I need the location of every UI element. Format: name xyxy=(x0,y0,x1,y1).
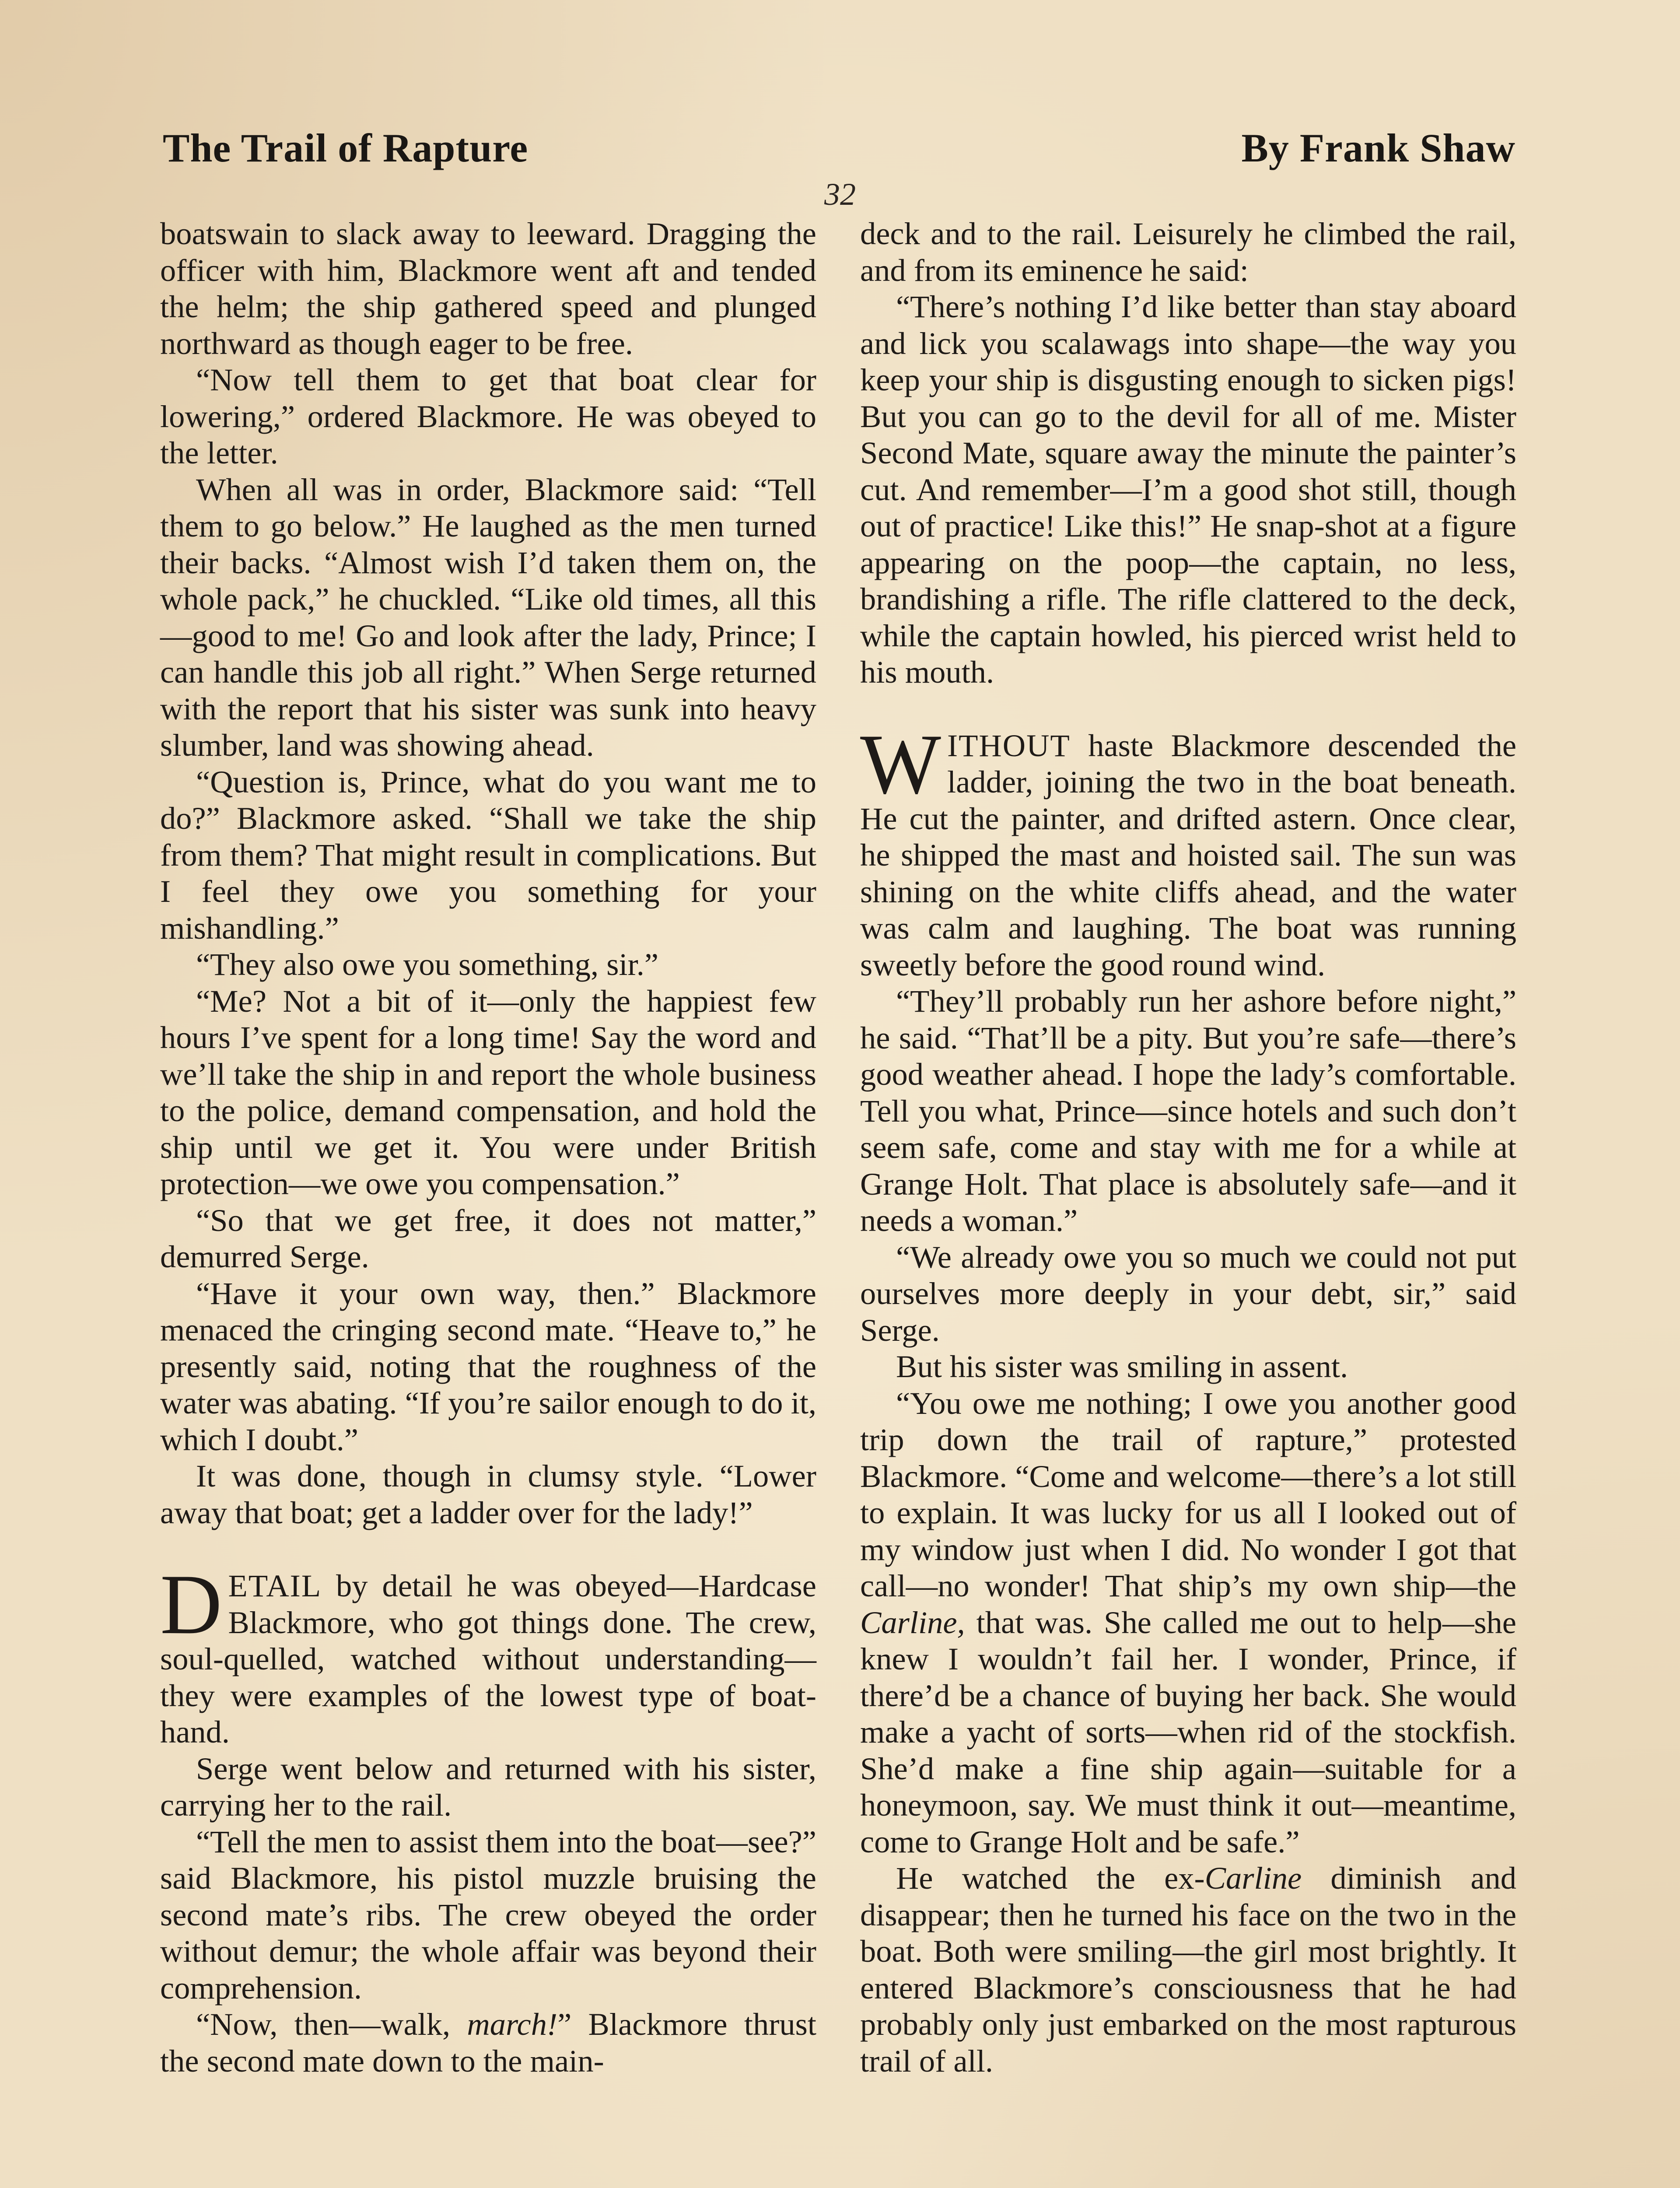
author-byline: By Frank Shaw xyxy=(1241,126,1516,170)
paragraph: “There’s nothing I’d like better than stay aboard and lick you scalawags into shape—the way you keep your ship is disgusting enough to sicken pigs! But you can go to the devil for all of me. Mister Second Mate, square away the minute the painter’s cut. And remember—I’m a good shot still, though out of practice! Like this!” He snap-shot at a figure appearing on the poop—the captain, no less, brandishing a rifle. The rifle clattered to the deck, while the captain howled, his pierced wrist held to his mouth. xyxy=(860,289,1516,690)
right-text-column xyxy=(860,215,1516,2079)
paragraph: When all was in order, Blackmore said: “Tell them to go below.” He laughed as the men turned their backs. “Almost wish I’d taken them on, the whole pack,” he chuckled. “Like old times, all this—good to me! Go and look after the lady, Prince; I can handle this job all right.” When Serge returned with the report that his sister was sunk into heavy slumber, land was showing ahead. xyxy=(160,471,816,763)
paragraph: “They also owe you something, sir.” xyxy=(196,947,659,982)
paragraph-text: haste Blackmore descended the ladder, joining the two in the boat beneath. He cut the painter, and drifted astern. Once clear, he shipped the mast and hoisted sail. The sun was shining on the white cliffs ahead, and the water was calm and laughing. The boat was running sweetly before the good round wind. xyxy=(860,727,1516,982)
paragraph xyxy=(860,1860,1516,2079)
section-opening-paragraph xyxy=(860,716,1516,983)
paragraph: Serge went below and returned with his sister, carrying her to the rail. xyxy=(160,1750,816,1823)
paragraph: It was done, though in clumsy style. “Lower away that boat; get a ladder over for the lady!” xyxy=(160,1458,816,1530)
emphasis-text: march! xyxy=(467,2006,558,2042)
emphasis-text: Carline xyxy=(1204,1860,1302,1896)
paragraph-text: that was. She called me out to help—she knew I wouldn’t fail her. I wonder, Prince, if there’d be a chance of buying her back. She would make a yacht of sorts—when rid of the stockfish. She’d make a fine ship again—suitable for a honeymoon, say. We must think it out—meantime, come to Grange Holt and be safe.” xyxy=(860,1604,1516,1859)
paragraph: But his sister was smiling in assent. xyxy=(896,1349,1348,1384)
paragraph-text: “Now, then—walk, xyxy=(196,2006,467,2042)
paragraph: “We already owe you so much we could not put ourselves more deeply in your debt, sir,” said Serge. xyxy=(860,1239,1516,1348)
section-opening-paragraph xyxy=(160,1557,816,1750)
paragraph-text: “You owe me nothing; I owe you another good trip down the trail of rapture,” protested Blackmore. “Come and welcome—there’s a lot still to explain. It was lucky for us all I looked out of my window just when I did. No wonder I got that call—no wonder! That ship’s my own ship—the xyxy=(860,1385,1516,1603)
drop-cap: D xyxy=(160,1557,222,1652)
paragraph: “They’ll probably run her ashore before night,” he said. “That’ll be a pity. But you’re safe—there’s good weather ahead. I hope the lady’s comfortable. Tell you what, Prince—since hotels and such don’t seem safe, come and stay with me for a while at Grange Holt. That place is absolutely safe—and it needs a woman.” xyxy=(860,983,1516,1238)
paragraph-text: He watched the ex- xyxy=(896,1860,1205,1896)
emphasis-text: Carline, xyxy=(860,1604,965,1640)
paragraph: “Question is, Prince, what do you want me to do?” Blackmore asked. “Shall we take the ship from them? That might result in complications. But I feel they owe you something for your mishandling.” xyxy=(160,764,816,946)
paragraph: “Me? Not a bit of it—only the happiest few hours I’ve spent for a long time! Say the word and we’ll take the ship in and report the whole business to the police, demand compensation, and hold the ship until we get it. You were under British protection—we owe you compensation.” xyxy=(160,983,816,1201)
left-text-column xyxy=(160,215,816,2079)
lead-in-word: ETAIL xyxy=(228,1568,322,1603)
story-title: The Trail of Rapture xyxy=(163,126,528,170)
lead-in-word: ITHOUT xyxy=(947,727,1071,763)
paragraph: “Tell the men to assist them into the boat—see?” said Blackmore, his pistol muzzle bruising the second mate’s ribs. The crew obeyed the order without demur; the whole affair was beyond their comprehension. xyxy=(160,1823,816,2006)
paragraph xyxy=(160,2006,816,2079)
page-number: 32 xyxy=(824,177,856,212)
paragraph xyxy=(860,1385,1516,1860)
drop-cap: W xyxy=(860,716,941,812)
paragraph-text: ” Blackmore thrust the second mate down to the main- xyxy=(160,2006,816,2079)
paragraph: “Have it your own way, then.” Blackmore menaced the cringing second mate. “Heave to,” he presently said, noting that the roughness of the water was abating. “If you’re sailor enough to do it, which I doubt.” xyxy=(160,1275,816,1457)
paragraph: boatswain to slack away to leeward. Dragging the officer with him, Blackmore went aft and tended the helm; the ship gathered speed and plunged northward as though eager to be free. xyxy=(160,216,816,361)
paragraph-text: diminish and disappear; then he turned his face on the two in the boat. Both were smiling—the girl most brightly. It entered Blackmore’s consciousness that he had probably only just embarked on the most rapturous trail of all. xyxy=(860,1860,1517,2079)
paragraph: “So that we get free, it does not matter,” demurred Serge. xyxy=(160,1202,816,1274)
paragraph: deck and to the rail. Leisurely he climbed the rail, and from its eminence he said: xyxy=(860,216,1516,288)
paragraph: “Now tell them to get that boat clear for lowering,” ordered Blackmore. He was obeyed to the letter. xyxy=(160,362,816,470)
paragraph-text: by detail he was obeyed—Hardcase Blackmore, who got things done. The crew, soul-quelled, watched without understanding—they were examples of the lowest type of boat-hand. xyxy=(160,1568,816,1750)
